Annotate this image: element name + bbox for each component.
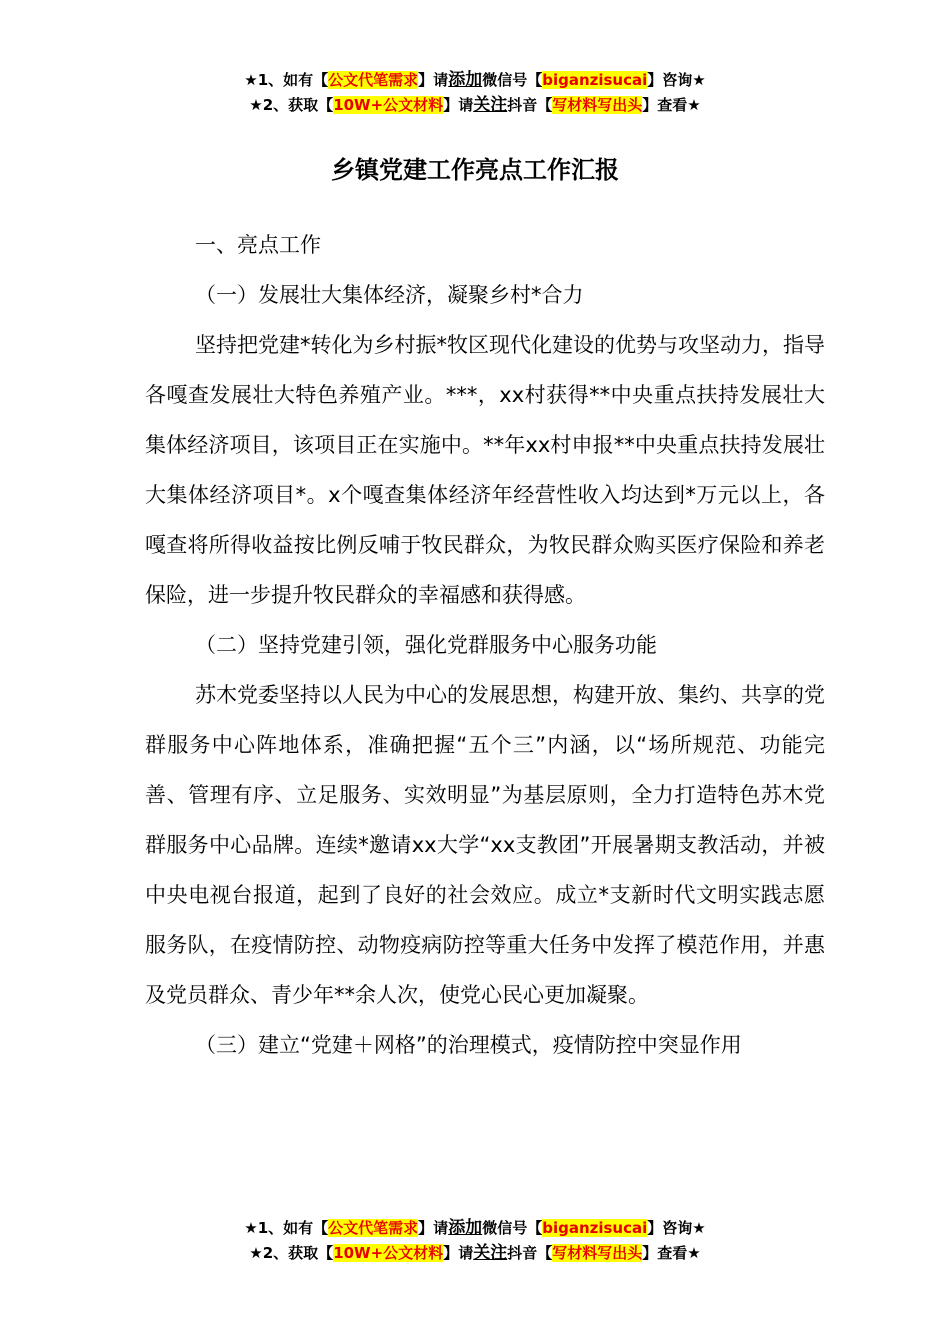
banner-highlight: biganzisucai — [542, 1219, 648, 1237]
banner-highlight: biganzisucai — [542, 71, 648, 89]
banner-line-1 — [0, 68, 950, 93]
banner-text: 抖音【 — [507, 1244, 553, 1262]
banner-text: 微信号【 — [482, 71, 543, 89]
banner-text: ★2、获取【 — [249, 96, 334, 114]
banner-highlight: 10W+公文材料 — [333, 1244, 444, 1262]
banner-highlight: 10W+公文材料 — [333, 96, 444, 114]
banner-line-2 — [0, 1241, 950, 1266]
banner-highlight: 公文代笔需求 — [328, 71, 419, 89]
banner-text: ★2、获取【 — [249, 1244, 334, 1262]
banner-highlight: 写材料写出头 — [552, 96, 643, 114]
banner-text: ★1、如有【 — [244, 1219, 329, 1237]
body-paragraph: 苏木党委坚持以人民为中心的发展思想，构建开放、集约、共享的党群服务中心阵地体系，准确把握“五个三”内涵，以“场所规范、功能完善、管理有序、立足服务、实效明显”为基层原则，全力打造特色苏木党群服务中心品牌。连续*邀请xx大学“xx支教团”开展暑期支教活动，并被中央电视台报道，起到了良好的社会效应。成立*支新时代文明实践志愿服务队，在疫情防控、动物疫病防控等重大任务中发挥了模范作用，并惠及党员群众、青少年**余人次，使党心民心更加凝聚。 — [145, 683, 825, 1007]
banner-text: 】咨询★ — [647, 71, 706, 89]
banner-line-1 — [0, 1216, 950, 1241]
banner-text: 】查看★ — [642, 1244, 701, 1262]
banner-line-2 — [0, 93, 950, 118]
banner-emphasis: 添加 — [448, 1218, 483, 1238]
banner-emphasis: 关注 — [473, 1243, 508, 1263]
subsection-heading: （一）发展壮大集体经济，凝聚乡村*合力 — [195, 283, 584, 307]
body-paragraph: 坚持把党建*转化为乡村振*牧区现代化建设的优势与攻坚动力，指导各嘎查发展壮大特色养殖产业。***，xx村获得**中央重点扶持发展壮大集体经济项目，该项目正在实施中。**年xx村申报**中央重点扶持发展壮大集体经济项目*。x个嘎查集体经济年经营性收入均达到*万元以上，各嘎查将所得收益按比例反哺于牧民群众，为牧民群众购买医疗保险和养老保险，进一步提升牧民群众的幸福感和获得感。 — [145, 333, 825, 607]
banner-text: 】查看★ — [642, 96, 701, 114]
subsection-heading: （三）建立“党建＋网格”的治理模式，疫情防控中突显作用 — [195, 1033, 742, 1057]
footer-banner — [0, 1216, 950, 1266]
banner-text: 抖音【 — [507, 96, 553, 114]
banner-text: 微信号【 — [482, 1219, 543, 1237]
banner-emphasis: 添加 — [448, 70, 483, 90]
banner-highlight: 公文代笔需求 — [328, 1219, 419, 1237]
document-body — [145, 220, 825, 1070]
banner-emphasis: 关注 — [473, 95, 508, 115]
banner-text: ★1、如有【 — [244, 71, 329, 89]
banner-text: 】请 — [418, 71, 449, 89]
document-title: 乡镇党建工作亮点工作汇报 — [331, 156, 619, 184]
banner-text: 】请 — [443, 96, 474, 114]
banner-text: 】请 — [418, 1219, 449, 1237]
header-banner — [0, 68, 950, 118]
subsection-heading: （二）坚持党建引领，强化党群服务中心服务功能 — [195, 633, 657, 657]
banner-highlight: 写材料写出头 — [552, 1244, 643, 1262]
banner-text: 】请 — [443, 1244, 474, 1262]
banner-text: 】咨询★ — [647, 1219, 706, 1237]
section-heading: 一、亮点工作 — [195, 233, 321, 257]
